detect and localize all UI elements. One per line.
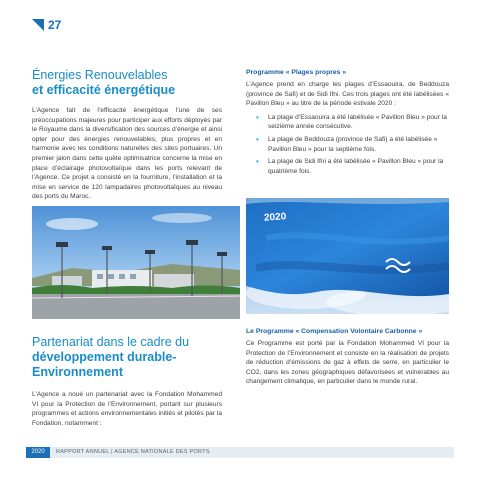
section-renewable-energy <box>32 68 222 202</box>
footer-bar <box>50 447 454 458</box>
programme-clean-beaches <box>246 68 449 179</box>
programme-carbon-compensation <box>246 327 449 387</box>
footer-year: 2020 <box>26 447 50 458</box>
bullet-text: La plage d’Essaouira a été labélisée « Pavillon Bleu » pour la seizième année consécutive. <box>268 113 447 131</box>
bullet-icon: • <box>256 157 259 167</box>
programme1-title: Programme « Plages propres » <box>246 69 347 76</box>
page-footer <box>26 446 454 458</box>
programme1-body: L’Agence prend en charge les plages d’Essaouira, de Beddouza (province de Safi) et de Sidi Ifni. Ces trois plages ont été labélisées « Pavillon Bleu » au titre de la période estivale 2020 : <box>246 81 449 108</box>
section1-title-line1: Énergies Renouvelables <box>32 68 168 82</box>
list-item <box>246 157 449 176</box>
port-solar-lamps-photo <box>32 206 240 319</box>
section2-title-line1: Partenariat dans le cadre du <box>32 335 190 349</box>
section1-title-line2: et efficacité énergétique <box>32 83 176 97</box>
programme2-title: Le Programme « Compensation Volontaire Carbonne » <box>246 328 423 335</box>
list-item <box>246 135 449 154</box>
list-item <box>246 113 449 132</box>
footer-text: RAPPORT ANNUEL | AGENCE NATIONALE DES PORTS <box>56 449 210 455</box>
section1-body: L’Agence fait de l’efficacité énergétique l’une de ses préoccupations majeures pour participer aux efforts déployés par le Royaume dans la diversification des sources d’énergie et ainsi opter pour des énergies renouvelables, plus propres et en harmonie avec les conditions naturelles des sites portuaires. Un premier jalon dans cette quête optimisatrice concerne la mise en place d’éclairage photovoltaïque dans les ports relevant de l’Agence. Ce projet a consisté en la fourniture, l’installation et la mise en service de 120 lampadaires photovoltaïques au niveau des ports du Maroc. <box>32 107 222 201</box>
bullet-icon: • <box>256 134 259 144</box>
page-number-text: 27 <box>48 18 62 32</box>
page-number <box>32 18 61 32</box>
programme2-body: Ce Programme est porté par la Fondation Mohammed VI pour la Protection de l’Environnement et consiste en la réalisation de projets de réduction d’émissions de gaz à effets de serre, en particulier le CO2, dans les zones géographiques défavorisées et vulnérables au changement climatique, en particulier dans le monde rural. <box>246 340 449 386</box>
bullet-text: La plage de Sidi Ifni a été labélisée « Pavillon Bleu » pour la quatrième fois. <box>268 158 444 175</box>
flag-year-text: 2020 <box>263 211 287 224</box>
programme1-bullet-list <box>246 113 449 177</box>
bullet-text: La plage de Beddouza (province de Safi) a été labélisée « Pavillon Bleu » pour la septième fois. <box>268 135 438 153</box>
page-marker-icon <box>32 19 44 31</box>
blue-flag-photo <box>246 198 449 314</box>
section-partnership <box>32 335 222 428</box>
bullet-icon: • <box>256 112 259 122</box>
section2-body: L’Agence a noué un partenariat avec la Fondation Mohammed VI pour la Protection de l’Environnement, portant sur plusieurs programmes et actions environnementales initiés et pilotés par la Fondation, notamment : <box>32 391 222 427</box>
section2-title-line2: développement durable-Environnement <box>32 350 177 379</box>
